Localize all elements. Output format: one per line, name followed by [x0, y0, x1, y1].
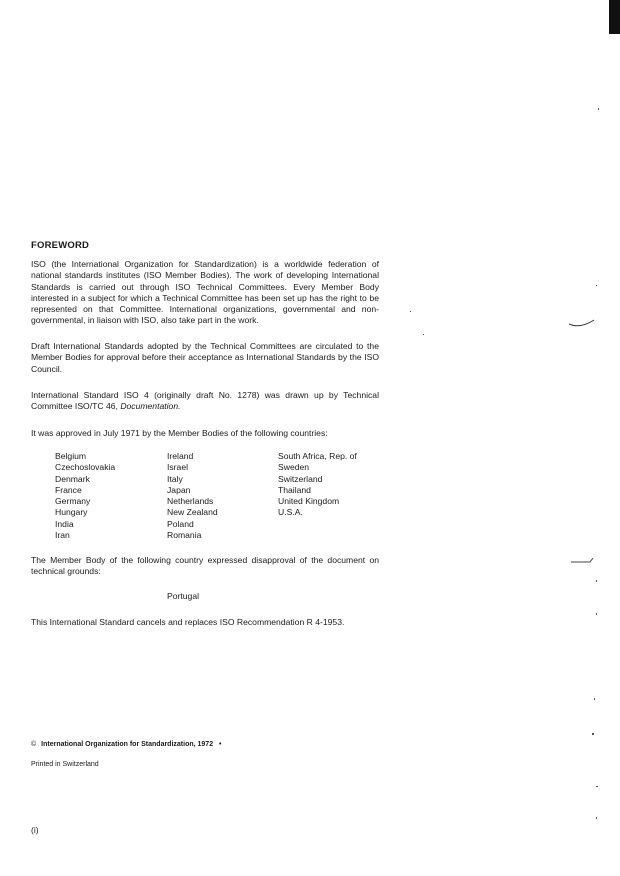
- scan-artifact: [596, 285, 597, 286]
- scan-artifact: [410, 311, 411, 312]
- country-item: Romania: [167, 530, 202, 541]
- country-item: France: [55, 484, 82, 495]
- scan-artifact: [596, 613, 597, 615]
- draft-paragraph: Draft International Standards adopted by the Technical Committees are circulated to the Member Bodies for approval before their acceptance as International Standards by the ISO Council.: [31, 341, 379, 374]
- page-number: (i): [31, 825, 39, 835]
- country-item: India: [55, 518, 74, 529]
- scan-stroke: [570, 556, 594, 566]
- disapproving-country: Portugal: [167, 591, 200, 601]
- country-item: Switzerland: [278, 473, 323, 484]
- country-item: Sweden: [278, 462, 310, 473]
- country-column-2: [167, 451, 218, 541]
- approval-intro: It was approved in July 1971 by the Member Bodies of the following countries:: [31, 428, 328, 438]
- scan-artifact: [423, 334, 424, 335]
- copyright-bullet: •: [219, 741, 222, 748]
- committee-title: Documentation.: [120, 401, 181, 412]
- country-item: Iran: [55, 530, 70, 541]
- scan-artifact: [592, 733, 594, 735]
- country-item: Belgium: [55, 451, 87, 461]
- scan-artifact: [596, 817, 597, 819]
- country-item: U.S.A.: [278, 507, 303, 518]
- country-item: Czechoslovakia: [55, 462, 116, 473]
- intro-paragraph: ISO (the International Organization for Standardization) is a worldwide federation of national standards institutes (ISO Member Bodies). The work of developing International Standards is carried out through ISO Technical Committees. Every Member Body interested in a subject for which a Technical Committee has been set up has the right to be represented on that Committee. International organizations, governmental and non-governmental, in liaison with ISO, also take part in the work.: [31, 259, 379, 326]
- country-item: South Africa, Rep. of: [278, 451, 357, 461]
- country-item: Hungary: [55, 507, 88, 518]
- scan-edge-mark: [609, 0, 620, 34]
- scan-stroke: [568, 318, 596, 330]
- scan-artifact: [594, 698, 595, 700]
- standard-note-text: International Standard ISO 4 (originally draft No. 1278) was drawn up by Technical Committee ISO/TC 46,: [31, 390, 379, 412]
- section-heading: FOREWORD: [31, 240, 90, 251]
- printed-note: Printed in Switzerland: [31, 761, 99, 768]
- country-item: Netherlands: [167, 496, 214, 507]
- country-item: Israel: [167, 462, 189, 473]
- replacement-note: This International Standard cancels and replaces ISO Recommendation R 4-1953.: [31, 617, 345, 627]
- country-item: Japan: [167, 484, 191, 495]
- copyright-symbol: ©: [31, 741, 37, 748]
- standard-note: [31, 390, 379, 413]
- country-column-1: [55, 451, 115, 541]
- scan-artifact: [596, 580, 597, 582]
- country-item: Italy: [167, 473, 183, 484]
- disapproval-intro: The Member Body of the following country expressed disapproval of the document on technical grounds:: [31, 555, 379, 577]
- country-column-3: [278, 451, 357, 519]
- country-item: Thailand: [278, 484, 311, 495]
- approving-countries: [55, 451, 395, 546]
- country-item: Germany: [55, 496, 91, 507]
- country-item: Poland: [167, 518, 194, 529]
- country-item: Ireland: [167, 451, 194, 461]
- country-item: United Kingdom: [278, 496, 340, 507]
- country-item: Denmark: [55, 473, 90, 484]
- copyright-line: [31, 741, 222, 748]
- copyright-text: International Organization for Standardization, 1972: [41, 741, 214, 748]
- scan-artifact: [598, 108, 599, 110]
- country-item: New Zealand: [167, 507, 218, 518]
- scan-artifact: [596, 786, 598, 787]
